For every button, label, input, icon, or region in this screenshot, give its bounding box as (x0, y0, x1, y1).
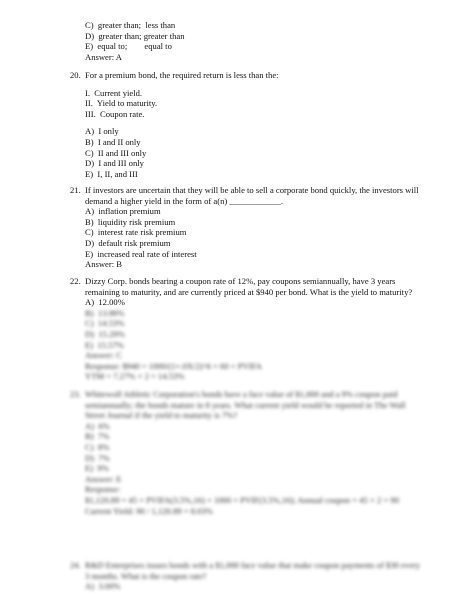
blurred-line: A) 3.00% (85, 581, 121, 592)
option-list (70, 20, 430, 62)
option-d: D) I and III only (85, 158, 144, 169)
question-text-line: Whitewolf Athletic Corporation's bonds have a face value of $1,000 and a 9% coupon paid (85, 389, 398, 399)
option-e: E) equal to; equal to (85, 41, 172, 52)
question-24 (70, 560, 430, 592)
option-list (85, 206, 430, 270)
blurred-line: E) 9% (85, 463, 109, 474)
question-text-line: semiannually; the bonds mature in 8 years. What current yield would be reported in The Wall (85, 399, 406, 410)
statement-list (85, 88, 430, 120)
option-c: C) interest rate risk premium (85, 227, 187, 238)
option-c: C) II and III only (85, 147, 147, 158)
blurred-line: A) 6% (85, 420, 110, 431)
blurred-line: Answer: E (85, 473, 122, 484)
blurred-line: D) 7% (85, 452, 110, 463)
statement-item: I. Current yield. (85, 87, 143, 98)
blurred-line: Response: (85, 484, 121, 495)
option-d: D) default risk premium (85, 237, 171, 248)
question-text-line: Dizzy Corp. bonds bearing a coupon rate of 12%, pay coupons semiannually, have 3 years (85, 276, 396, 286)
question-number: 20. (70, 70, 81, 80)
question-text-line: 3 months. What is the coupon rate? (85, 570, 207, 581)
blurred-line: D) 15.29% (85, 328, 125, 339)
option-list (85, 126, 430, 179)
blurred-line: C) 14.53% (85, 318, 125, 329)
statement-item: II. Yield to maturity. (85, 98, 158, 109)
option-a: A) I only (85, 126, 119, 137)
question-number: 23. (70, 389, 81, 399)
option-list (85, 421, 430, 516)
question-21 (70, 185, 430, 270)
option-a: A) 12.00% (85, 297, 125, 308)
question-text-line: remaining to maturity, and are currently priced at $940 per bond. What is the yield to maturity? (85, 286, 413, 297)
question-number: 24. (70, 560, 81, 570)
statement-item: III. Coupon rate. (85, 108, 145, 119)
blurred-line: C) 8% (85, 441, 110, 452)
question-19-tail (70, 20, 430, 62)
blurred-line: $1,120.89 = 45 × PVIFA(3.5%,16) + 1000 × PVIF(3.5%,16); Annual coupon = 45 × 2 = 90 (85, 494, 400, 505)
option-b: B) liquidity risk premium (85, 216, 176, 227)
question-text-line: Street Journal if the yield to maturity is 7%? (85, 410, 238, 421)
answer: Answer: A (85, 51, 122, 62)
blurred-content (85, 308, 430, 382)
blurred-line: Current Yield: 90 / 1,120.89 = 8.03% (85, 505, 213, 516)
option-c: C) greater than; less than (85, 20, 176, 30)
answer: Answer: B (85, 259, 122, 270)
blurred-line: Response: $940 = 1000/(1+.0X/2)^6 + 60 × PVIFA (85, 360, 262, 371)
question-number: 21. (70, 185, 81, 195)
option-a: A) inflation premium (85, 206, 161, 217)
blurred-line: B) 7% (85, 431, 110, 442)
question-text-line: demand a higher yield in the form of a(n) ____________. (85, 195, 284, 206)
question-20 (70, 70, 430, 179)
option-d: D) greater than; greater than (85, 30, 185, 41)
question-text-line: R&D Enterprises issues bonds with a $1,000 face value that make coupon payments of $30 every (85, 560, 421, 570)
blurred-line: YTM = 7.27% × 2 = 14.53% (85, 371, 185, 382)
blurred-line: B) 13.98% (85, 307, 125, 318)
blurred-line: Answer: C (85, 350, 122, 361)
option-e: E) I, II, and III (85, 168, 138, 179)
question-23 (70, 389, 430, 516)
option-list (85, 297, 430, 382)
option-e: E) increased real rate of interest (85, 248, 197, 259)
question-22 (70, 276, 430, 382)
question-text: For a premium bond, the required return is less than the: (85, 70, 279, 80)
option-b: B) I and II only (85, 136, 141, 147)
question-text-line: If investors are uncertain that they will be able to sell a corporate bond quickly, the investors will (85, 185, 419, 195)
blurred-line: E) 15.57% (85, 339, 124, 350)
question-number: 22. (70, 276, 81, 286)
